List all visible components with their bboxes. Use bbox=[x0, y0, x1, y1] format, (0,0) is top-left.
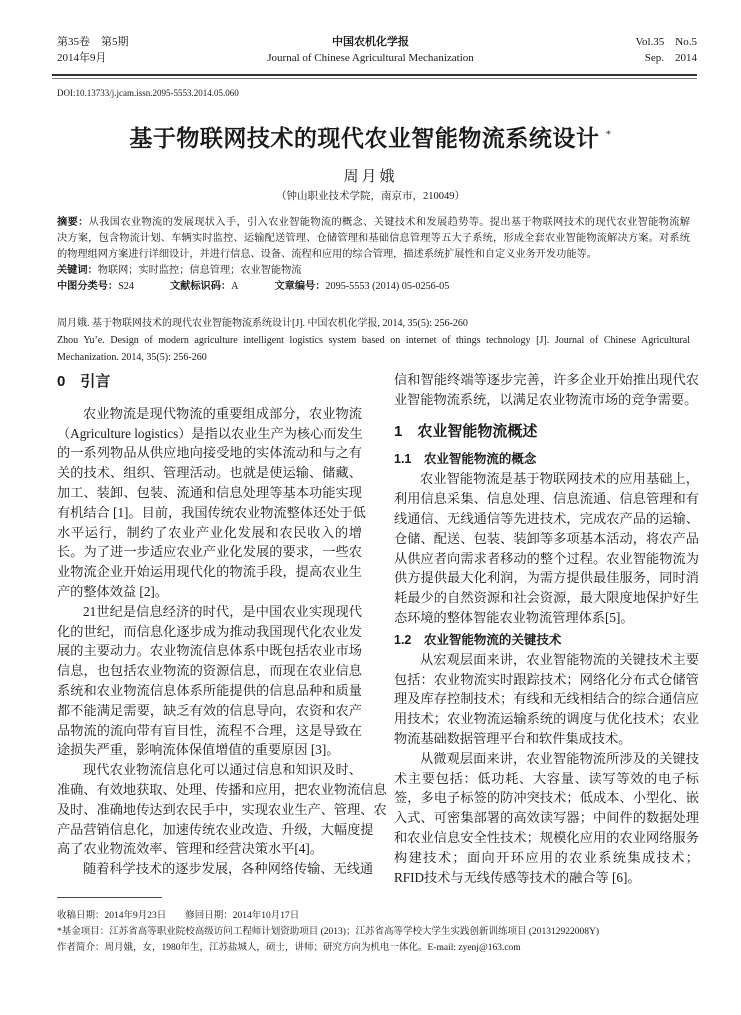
journal-name bbox=[0, 34, 741, 66]
text-line: 签，多电子标签的防冲突技术；低成本、小型化、嵌 bbox=[394, 790, 699, 806]
text-line: 和农业信息安全性技术；规模化应用的农业网络服务 bbox=[394, 829, 699, 845]
text-line: 水平运行，制约了农业产业化发展和农民收入的增 bbox=[57, 524, 362, 540]
text-line: 产品营销信息化，加速传统农业改造、升级，大幅度提 bbox=[57, 821, 374, 837]
paragraph bbox=[394, 650, 699, 749]
text-line: 的一系列物品从供应地向接受地的实体流动和与之有 bbox=[57, 445, 362, 461]
subsection-heading: 1.1 农业智能物流的概念 bbox=[394, 452, 537, 467]
text-line: 线通信、无线通信等先进技术，完成农产品的运输、 bbox=[394, 510, 699, 526]
text-line: 业智能物流系统，以满足农业物流市场的竞争需要。 bbox=[394, 391, 698, 407]
paper-title-text: 基于物联网技术的现代农业智能物流系统设计 bbox=[129, 126, 600, 151]
journal-name-cn: 中国农机化学报 bbox=[332, 36, 409, 48]
text-line: 系统和农业物流信息体系所能提供的信息品种和质量 bbox=[57, 682, 362, 698]
title-footnote-mark: * bbox=[605, 128, 612, 141]
text-line: 准确、有效地获取、处理、传播和应用，把农业物流信息 bbox=[57, 781, 387, 797]
keywords-text: 物联网；实时监控；信息管理；农业智能物流 bbox=[97, 265, 302, 276]
text-line: 农业物流是现代物流的重要组成部分，农业物流 bbox=[83, 405, 362, 421]
text-line: 及时、准确地传达到农民手中，实现农业生产、管理、农 bbox=[57, 801, 387, 817]
citation-cn: 周月娥. 基于物联网技术的现代农业智能物流系统设计[J]. 中国农机化学报, 2014, 35(5): 256-260 bbox=[57, 318, 468, 329]
section-heading: 1 农业智能物流概述 bbox=[394, 422, 538, 440]
text-line: 品物流的流向带有盲目性，流程不合理，这是导致在 bbox=[57, 722, 362, 738]
paragraph bbox=[57, 404, 366, 602]
abstract-line: 决方案，包含物流计划、车辆实时监控、运输配送管理、仓储管理和基础信息管理等五大子系统，形成全套农业智能物流解决方案。对系统 bbox=[57, 233, 690, 244]
citation-en-line: Mechanization. 2014, 35(5): 256-260 bbox=[57, 352, 207, 363]
text-line: 加工、装卸、包装、流通和信息处理等基本功能实现 bbox=[57, 484, 362, 500]
article-number-label: 文章编号： bbox=[274, 281, 326, 292]
text-line: 构建技术；面向开环应用的农业系统集成技术； bbox=[394, 849, 699, 865]
header-rule-thin bbox=[52, 78, 697, 79]
text-line: 产的整体效益 [2]。 bbox=[57, 583, 168, 599]
abstract-line: 的物理组网方案进行详细设计，并进行信息、设备、流程和应用的综合管理，描述系统扩展性和自定义业务开发功能等。 bbox=[57, 249, 597, 260]
text-line: 耗最少的自然资源和社会资源，最大限度地保护好生 bbox=[394, 590, 699, 606]
text-line: 术主要包括：低功耗、大容量、读写等效的电子标 bbox=[394, 770, 699, 786]
keywords-label: 关键词： bbox=[57, 265, 98, 276]
abstract-label: 摘要： bbox=[57, 217, 89, 228]
subsection-heading: 1.2 农业智能物流的关键技术 bbox=[394, 632, 562, 647]
text-line: 理及库存控制技术；有线和无线相结合的综合通信应 bbox=[394, 691, 699, 707]
text-line: 途损失严重，影响流体保值增值的重要原因 [3]。 bbox=[57, 742, 340, 758]
text-line: 有机结合 [1]。目前，我国传统农业物流整体还处于低 bbox=[57, 504, 366, 520]
paragraph bbox=[57, 602, 362, 760]
clc-label: 中图分类号： bbox=[57, 281, 119, 292]
received-date: 收稿日期：2014年9月23日 修回日期：2014年10月17日 bbox=[57, 911, 300, 921]
abstract bbox=[57, 215, 690, 295]
doc-code-value: A bbox=[231, 281, 239, 292]
text-line: 从宏观层面来讲，农业智能物流的关键技术主要 bbox=[420, 651, 699, 667]
keywords bbox=[57, 263, 690, 279]
journal-name-en: Journal of Chinese Agricultural Mechanization bbox=[267, 52, 474, 64]
text-line: 利用信息采集、信息处理、信息流通、信息管理和有 bbox=[394, 491, 699, 507]
paragraph bbox=[57, 760, 387, 859]
text-line: 包括：农业物流实时跟踪技术；网络化分布式仓储管 bbox=[394, 671, 699, 687]
text-line: 随着科学技术的逐步发展，各种网络传输、无线通 bbox=[83, 861, 374, 877]
text-line: 从微观层面来讲，农业智能物流所涉及的关键技 bbox=[420, 750, 699, 766]
doi: DOI:10.13733/j.jcam.issn.2095-5553.2014.05.060 bbox=[57, 88, 239, 98]
text-line: 21世纪是信息经济的时代，是中国农业实现现代 bbox=[83, 603, 362, 619]
affiliation: （钟山职业技术学院，南京市，210049） bbox=[276, 191, 465, 202]
header-rule bbox=[52, 74, 697, 76]
classification-info bbox=[57, 279, 690, 295]
doc-code-label: 文献标识码： bbox=[169, 281, 232, 292]
date-cn: 2014年9月 bbox=[57, 52, 107, 64]
text-line: 长。为了进一步适应农业产业化发展的要求，一些农 bbox=[57, 544, 362, 560]
text-line: 从供应者向需求者移动的整个过程。农业智能物流为 bbox=[394, 550, 699, 566]
text-line: 信和智能终端等逐步完善，许多企业开始推出现代农 bbox=[394, 372, 699, 387]
left-column bbox=[57, 368, 387, 879]
date-en: Sep. 2014 bbox=[644, 52, 697, 64]
article-number-value: 2095-5553 (2014) 05-0256-05 bbox=[325, 281, 450, 292]
author: 周月娥 bbox=[343, 169, 398, 185]
text-line: 信息，也包括农业物流的资源信息，而现在农业信息 bbox=[57, 663, 362, 679]
text-line: 业物流企业开始运用现代化的物流手段，提高农业生 bbox=[57, 564, 362, 580]
citation-en-line: Zhou Yu’e. Design of modern agriculture intelligent logistics system based on internet of things technology [J]. Journal of Chinese Agricultural bbox=[57, 335, 690, 346]
text-line: 农业智能物流是基于物联网技术的应用基础上， bbox=[420, 471, 699, 487]
clc-value: S24 bbox=[118, 281, 134, 292]
text-line: 都不能满足需要，缺乏有效的信息导向，农资和农产 bbox=[57, 702, 362, 718]
text-line: RFID技术与无线传感等技术的融合等 [6]。 bbox=[394, 869, 641, 885]
citation-block bbox=[57, 315, 690, 366]
text-line: 高了农业物流效率、管理和经营决策水平[4]。 bbox=[57, 841, 323, 857]
volume-issue-en-info bbox=[635, 34, 697, 66]
text-line: 关的技术、组织、管理活动。也就是使运输、储藏、 bbox=[57, 465, 362, 481]
volume-issue-cn: 第35卷 第5期 bbox=[57, 36, 129, 48]
paragraph bbox=[57, 859, 374, 879]
text-line: 供方提供最大化利润，为需方提供最佳服务，同时消 bbox=[394, 570, 699, 586]
footnote-rule bbox=[57, 897, 162, 898]
abstract-line: 摘要：从我国农业物流的发展现状入手，引入农业智能物流的概念、关键技术和发展趋势等。提出基于物联网技术的现代农业智能物流解 bbox=[57, 217, 690, 228]
text-line: 仓储、配送、包装、装卸等多项基本活动，将农产品 bbox=[394, 530, 699, 546]
text-line: 物流基础数据管理平台和软件集成技术。 bbox=[394, 730, 632, 746]
section-heading: 0 引言 bbox=[57, 373, 111, 390]
fund-info: *基金项目：江苏省高等职业院校高级访问工程师计划资助项目 (2013)；江苏省高等学校大学生实践创新训练项目 (201312922008Y) bbox=[57, 927, 600, 937]
text-line: 态环境的整体智能农业物流管理体系[5]。 bbox=[394, 609, 634, 625]
paragraph bbox=[394, 469, 699, 627]
text-line: 展的主要动力。农业物流信息体系中既包括农业市场 bbox=[57, 643, 362, 659]
text-line: 现代农业物流信息化可以通过信息和知识及时、 bbox=[83, 762, 362, 778]
text-line: 化的世纪，而信息化逐步成为推动我国现代化农业发 bbox=[57, 623, 362, 639]
text-line: 用技术；农业物流运输系统的调度与优化技术；农业 bbox=[394, 711, 699, 727]
author-bio: 作者简介：周月娥，女，1980年生，江苏盐城人，硕士，讲师；研究方向为机电一体化。E-mail: zyenj@163.com bbox=[57, 943, 521, 953]
text-line: 入式、可密集部署的高效读写器；中间件的数据处理 bbox=[394, 810, 699, 826]
right-column bbox=[394, 370, 699, 887]
footnotes bbox=[57, 908, 599, 956]
paper-title bbox=[0, 120, 741, 153]
text-line: （Agriculture logistics）是指以农业生产为核心而发生 bbox=[57, 425, 363, 441]
volume-issue-en: Vol.35 No.5 bbox=[635, 36, 697, 48]
paragraph bbox=[394, 749, 699, 888]
paragraph bbox=[394, 370, 699, 410]
